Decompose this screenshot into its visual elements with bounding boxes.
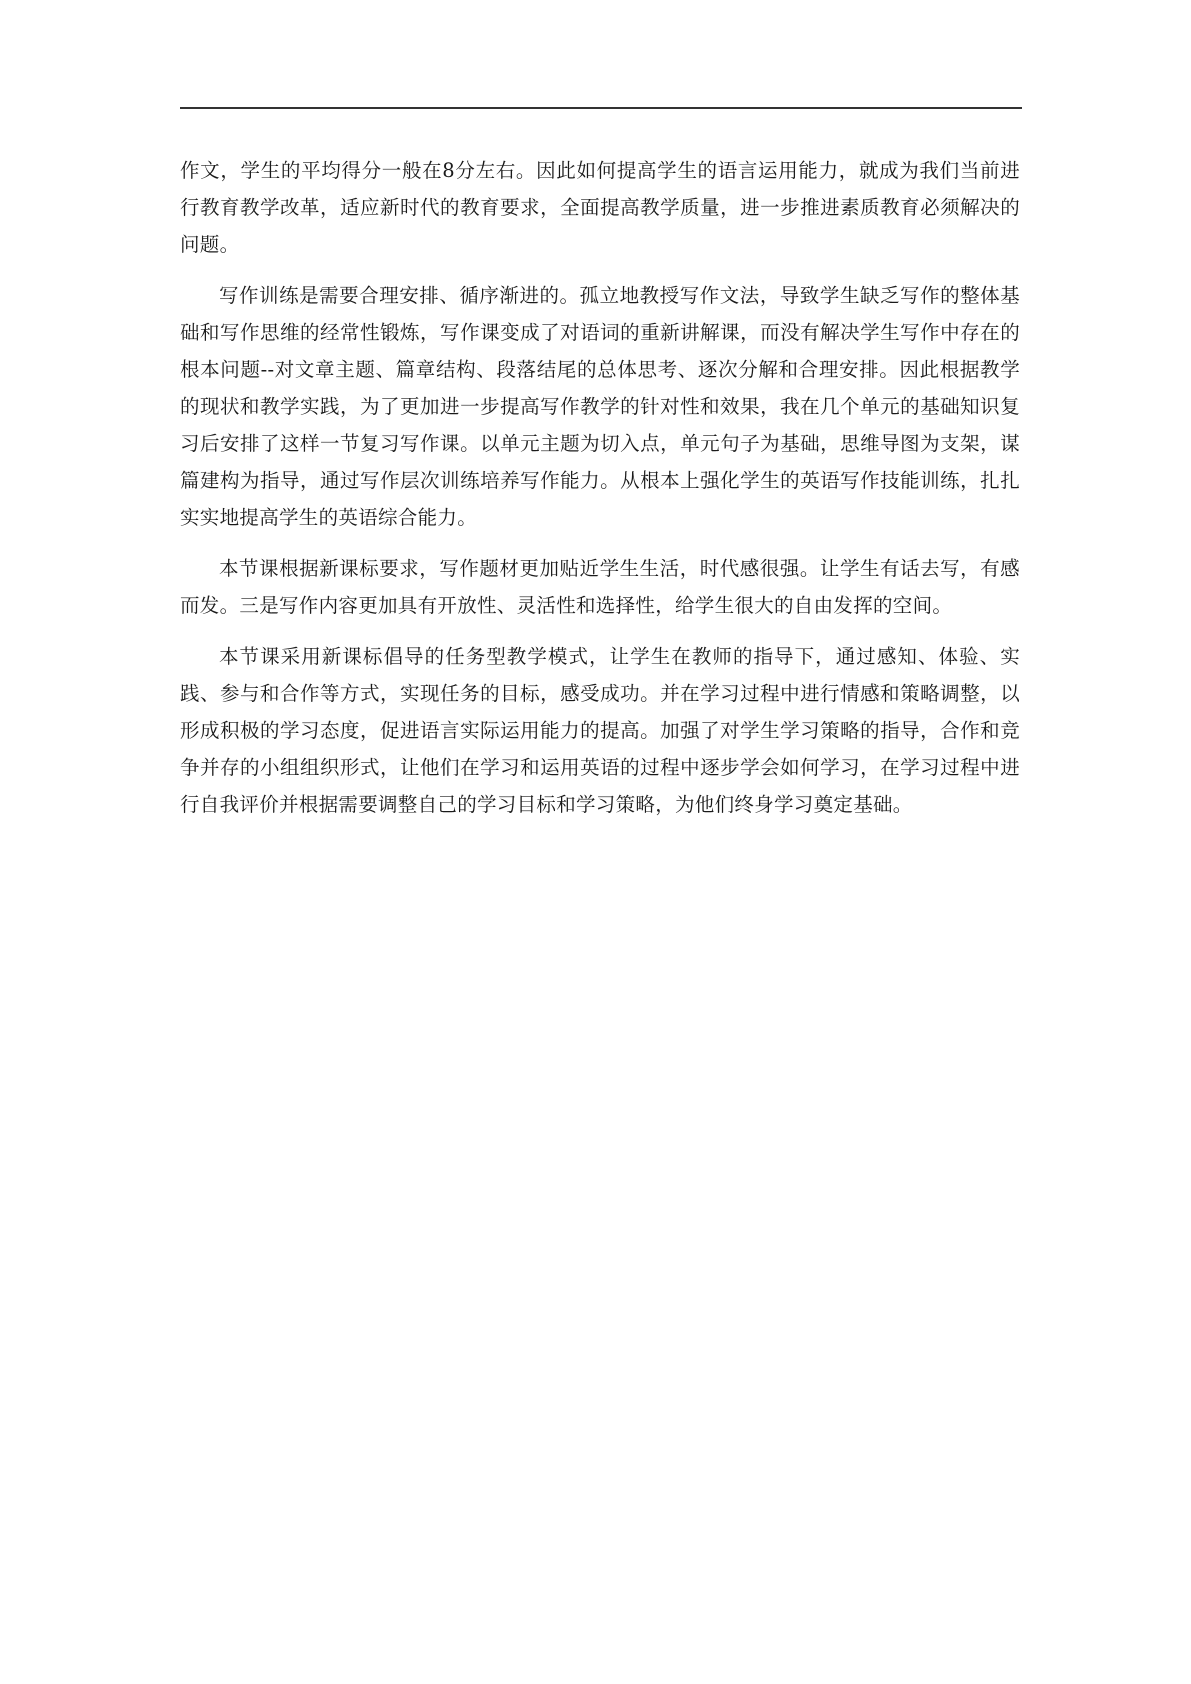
paragraph-task-based-teaching: 本节课采用新课标倡导的任务型教学模式，让学生在教师的指导下，通过感知、体验、实践、参与和合作等方式，实现任务的目标，感受成功。并在学习过程中进行情感和策略调整，以形成积极的学习态度，促进语言实际运用能力的提高。加强了对学生学习策略的指导，合作和竞争并存的小组组织形式，让他们在学习和运用英语的过程中逐步学会如何学习，在学习过程中进行自我评价并根据需要调整自己的学习目标和学习策略，为他们终身学习奠定基础。	[180, 645, 1020, 816]
paragraph-curriculum-requirements: 本节课根据新课标要求，写作题材更加贴近学生生活，时代感很强。让学生有话去写，有感而发。三是写作内容更加具有开放性、灵活性和选择性，给学生很大的自由发挥的空间。	[180, 557, 1020, 617]
document-body	[180, 152, 1020, 837]
paragraph-writing-training: 写作训练是需要合理安排、循序渐进的。孤立地教授写作文法，导致学生缺乏写作的整体基础和写作思维的经常性锻炼，写作课变成了对语词的重新讲解课，而没有解决学生写作中存在的根本问题--对文章主题、篇章结构、段落结尾的总体思考、逐次分解和合理安排。因此根据教学的现状和教学实践，为了更加进一步提高写作教学的针对性和效果，我在几个单元的基础知识复习后安排了这样一节复习写作课。以单元主题为切入点，单元句子为基础，思维导图为支架，谋篇建构为指导，通过写作层次训练培养写作能力。从根本上强化学生的英语写作技能训练，扎扎实实地提高学生的英语综合能力。	[180, 284, 1020, 529]
header-rule	[180, 107, 1022, 109]
paragraph-continuation: 作文，学生的平均得分一般在8分左右。因此如何提高学生的语言运用能力，就成为我们当前进行教育教学改革，适应新时代的教育要求，全面提高教学质量，进一步推进素质教育必须解决的问题。	[180, 159, 1020, 256]
